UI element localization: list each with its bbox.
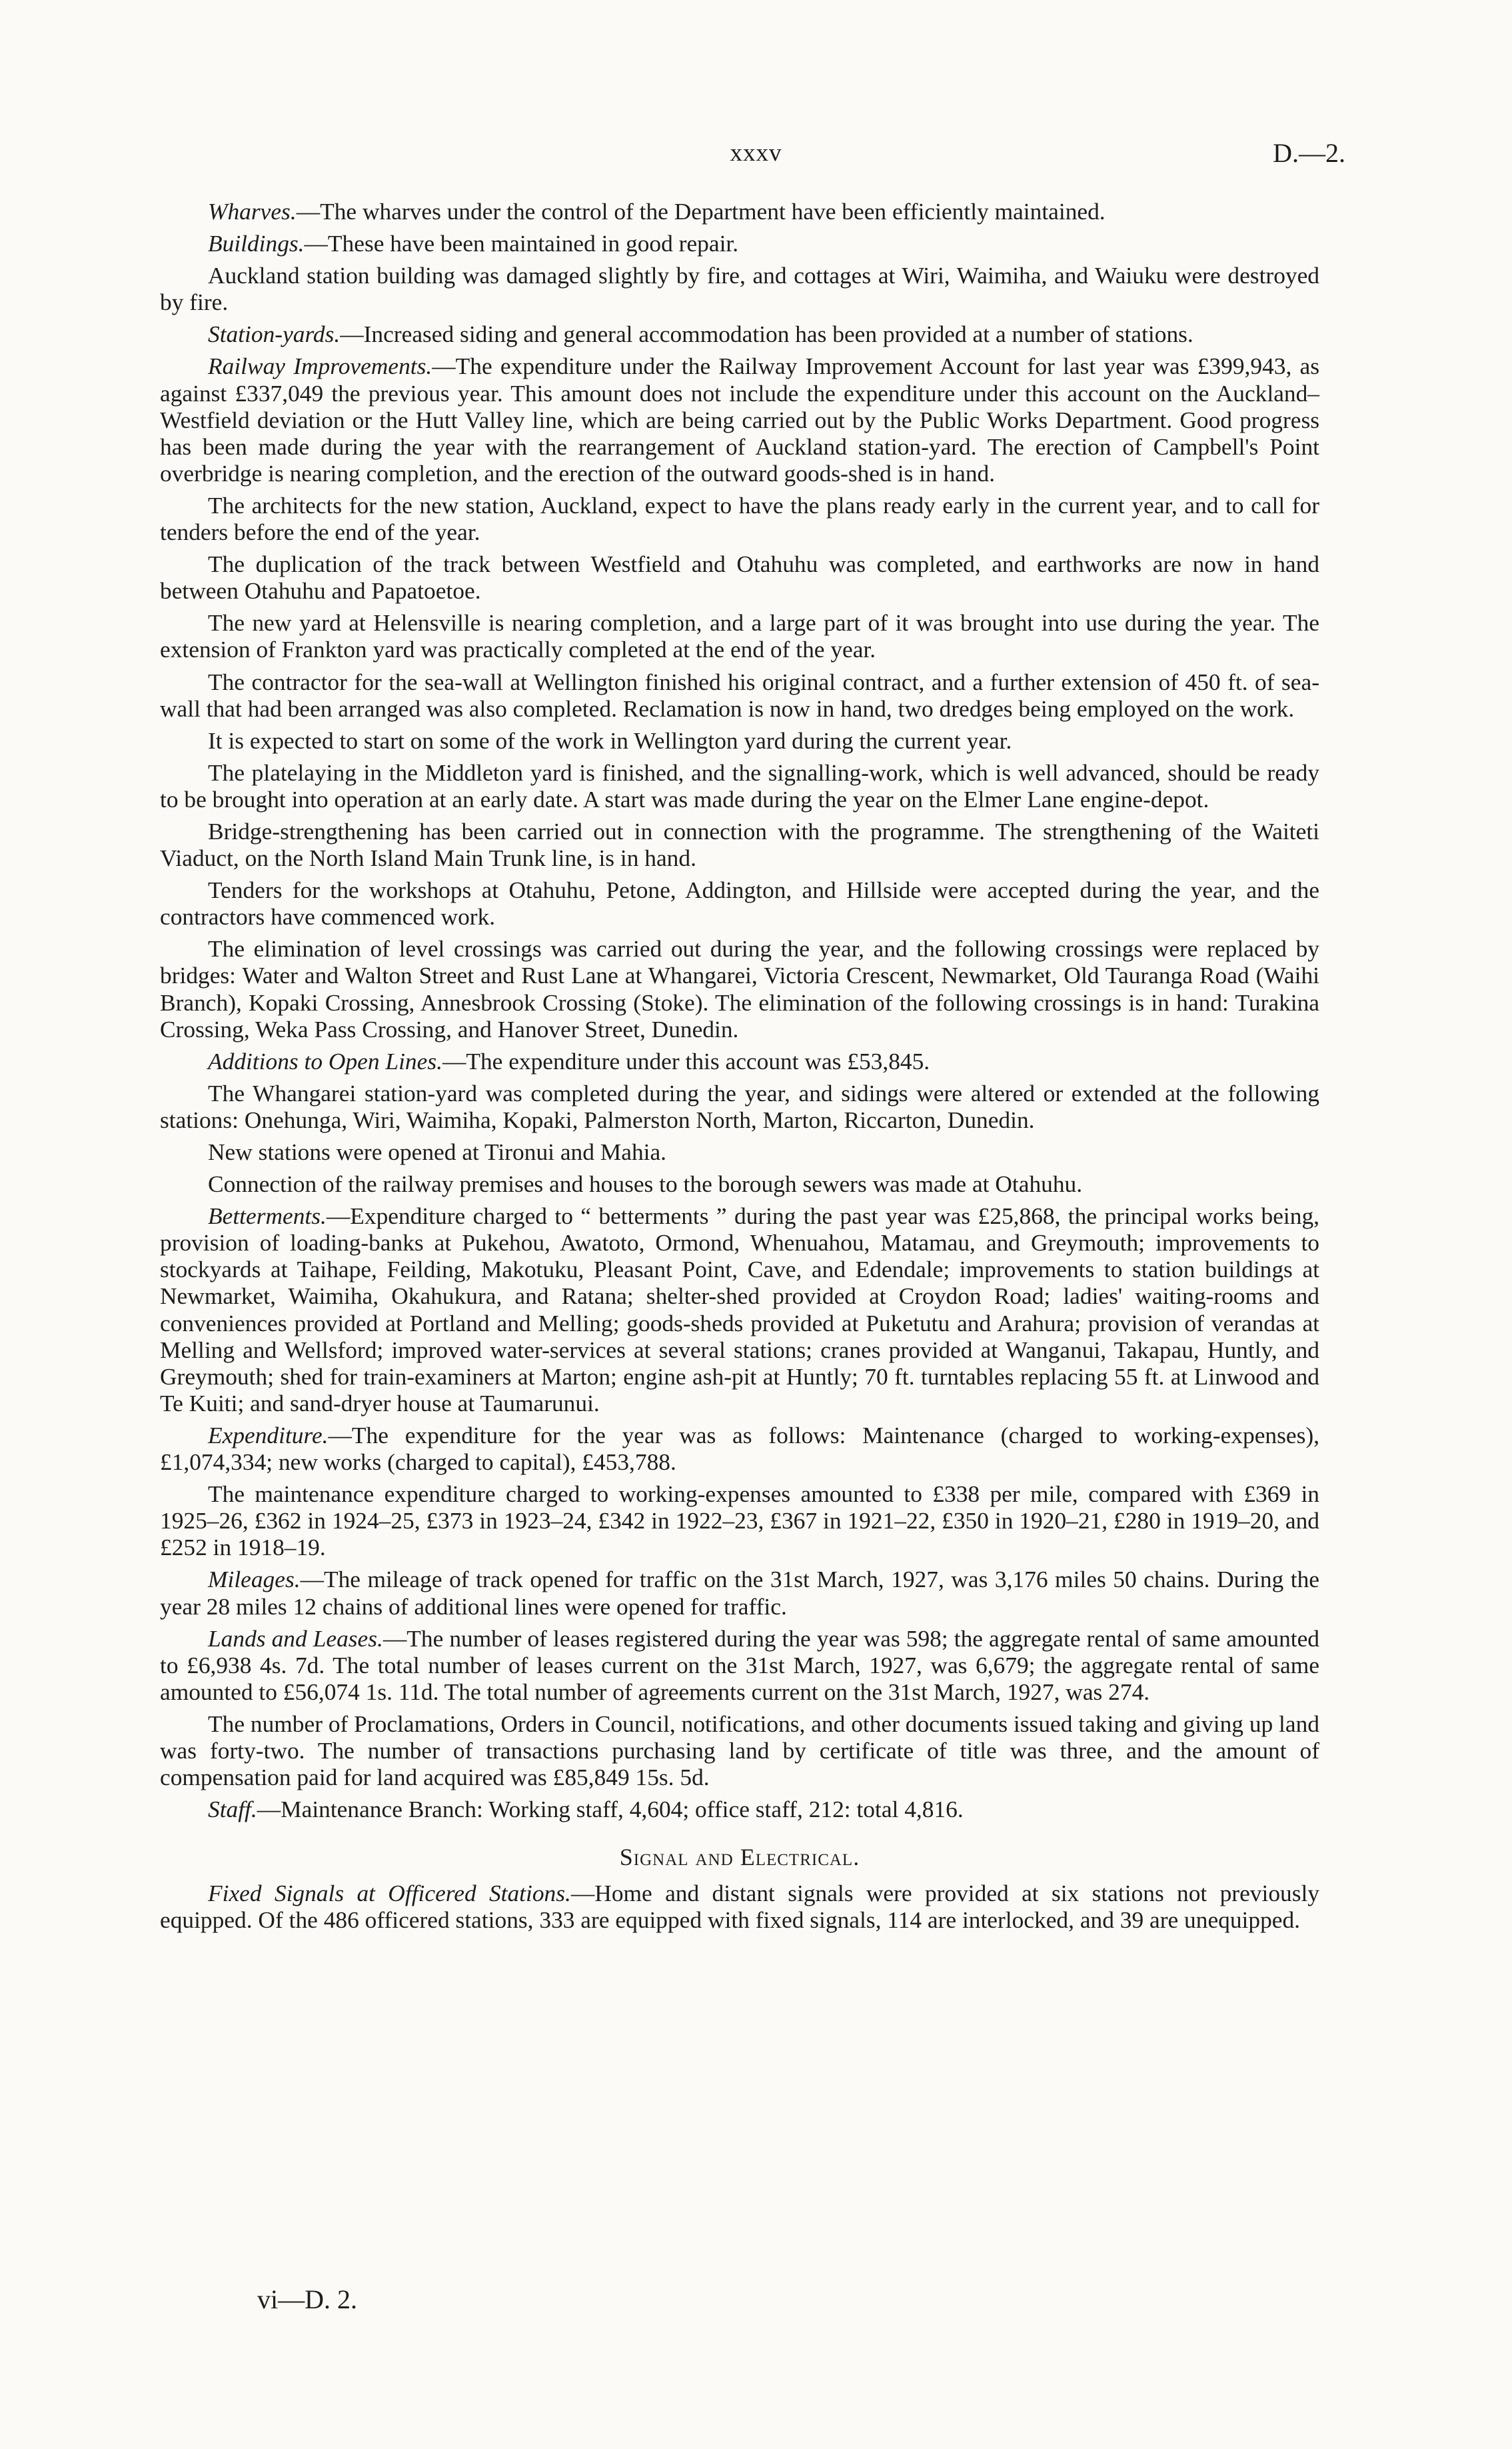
paragraph-heading: Buildings. bbox=[208, 230, 305, 257]
paragraph bbox=[160, 230, 1319, 257]
sheet-signature: vi—D. 2. bbox=[257, 2284, 357, 2314]
paragraph bbox=[160, 1203, 1319, 1416]
paragraph-text: —These have been maintained in good repair. bbox=[304, 230, 739, 257]
paragraph bbox=[160, 669, 1319, 722]
paragraph-heading: Railway Improvements. bbox=[208, 353, 432, 380]
paragraph-heading: Fixed Signals at Officered Stations. bbox=[208, 1880, 571, 1907]
paragraph-heading: Mileages. bbox=[208, 1566, 301, 1593]
paragraph bbox=[160, 353, 1319, 486]
paragraph bbox=[160, 935, 1319, 1042]
paragraph bbox=[160, 1880, 1319, 1933]
page-number: xxxv bbox=[730, 139, 782, 167]
paragraph bbox=[160, 727, 1319, 754]
paragraph-list bbox=[160, 198, 1319, 1822]
paragraph bbox=[160, 321, 1319, 347]
section-paragraph-list bbox=[160, 1880, 1319, 1933]
paragraph bbox=[160, 1422, 1319, 1475]
paragraph bbox=[160, 1625, 1319, 1705]
paragraph-text: —Expenditure charged to “ betterments ” during the past year was £25,868, the principal works being, provision of loading-banks at Pukehou, Awatoto, Ormond, Whenuahou, Matamau, and Greymouth; improvements to stockyards at Taihape, Feilding, Makotuku, Pleasant Point, Cave, and Edendale; improvements to station buildings at Newmarket, Waimiha, Okahukura, and Ratana; shelter-shed provided at Croydon Road; ladies' waiting-rooms and conveniences provided at Portland and Melling; goods-sheds provided at Puketutu and Arahura; provision of verandas at Melling and Wellsford; improved water-services at several stations; cranes provided at Wanganui, Takapau, Huntly, and Greymouth; shed for train-examiners at Marton; engine ash-pit at Huntly; 70 ft. turntables replacing 55 ft. at Linwood and Te Kuiti; and sand-dryer house at Taumarunui. bbox=[160, 1203, 1319, 1416]
paragraph-text: The new yard at Helensville is nearing completion, and a large part of it was brought into use during the year. The extension of Frankton yard was practically completed at the end of the year. bbox=[160, 609, 1319, 663]
paragraph bbox=[160, 551, 1319, 604]
paragraph bbox=[160, 1796, 1319, 1822]
paragraph bbox=[160, 262, 1319, 315]
paragraph-text: —The mileage of track opened for traffic on the 31st March, 1927, was 3,176 miles 50 chains. During the year 28 miles 12 chains of additional lines were opened for traffic. bbox=[160, 1566, 1319, 1620]
paragraph-heading: Station-yards. bbox=[208, 321, 341, 348]
paragraph-text: The contractor for the sea-wall at Wellington finished his original contract, and a further extension of 450 ft. of sea-wall that had been arranged was also completed. Reclamation is now in hand, two dredges being employed on the work. bbox=[160, 668, 1319, 722]
paragraph-text: The Whangarei station-yard was completed during the year, and sidings were altered or extended at the following stations: Onehunga, Wiri, Waimiha, Kopaki, Palmerston North, Marton, Riccarton, Dunedin. bbox=[160, 1079, 1319, 1133]
paragraph-text: The number of Proclamations, Orders in Council, notifications, and other documents issued taking and giving up land was forty-two. The number of transactions purchasing land by certificate of title was three, and the amount of compensation paid for land acquired was £85,849 15s. 5d. bbox=[160, 1710, 1319, 1791]
paragraph-text: —Increased siding and general accommodation has been provided at a number of stations. bbox=[340, 321, 1193, 348]
paragraph-text: The platelaying in the Middleton yard is finished, and the signalling-work, which is well advanced, should be ready to be brought into operation at an early date. A start was made during the year on the Elmer Lane engine-depot. bbox=[160, 759, 1319, 813]
paragraph-heading: Staff. bbox=[208, 1796, 257, 1823]
paragraph bbox=[160, 1171, 1319, 1197]
paragraph-text: —Maintenance Branch: Working staff, 4,604; office staff, 212: total 4,816. bbox=[257, 1796, 964, 1823]
paragraph-text: —The number of leases registered during the year was 598; the aggregate rental of same amounted to £6,938 4s. 7d. The total number of leases current on the 31st March, 1927, was 6,679; the aggregate rental of same amounted to £56,074 1s. 11d. The total number of agreements current on the 31st March, 1927, was 274. bbox=[160, 1624, 1319, 1705]
paragraph-text: The architects for the new station, Auckland, expect to have the plans ready early in the current year, and to call for tenders before the end of the year. bbox=[160, 491, 1319, 546]
paragraph bbox=[160, 198, 1319, 225]
paragraph-text: Bridge-strengthening has been carried out in connection with the programme. The strengthening of the Waiteti Viaduct, on the North Island Main Trunk line, is in hand. bbox=[160, 817, 1319, 872]
paragraph bbox=[160, 877, 1319, 930]
paragraph bbox=[160, 759, 1319, 813]
paragraph-text: —The wharves under the control of the Department have been efficiently maintained. bbox=[296, 198, 1106, 225]
paragraph-text: Tenders for the workshops at Otahuhu, Petone, Addington, and Hillside were accepted during the year, and the contractors have commenced work. bbox=[160, 877, 1319, 931]
paragraph-text: The duplication of the track between Westfield and Otahuhu was completed, and earthworks are now in hand between Otahuhu and Papatoetoe. bbox=[160, 551, 1319, 605]
paragraph-heading: Betterments. bbox=[208, 1203, 327, 1230]
paragraph bbox=[160, 818, 1319, 871]
paragraph bbox=[160, 1080, 1319, 1133]
paragraph bbox=[160, 492, 1319, 545]
paragraph bbox=[160, 1710, 1319, 1790]
paragraph bbox=[160, 1139, 1319, 1165]
body-text bbox=[160, 198, 1319, 1939]
paragraph-text: Auckland station building was damaged slightly by fire, and cottages at Wiri, Waimiha, and Waiuku were destroyed by fire. bbox=[160, 262, 1319, 316]
paragraph-text: It is expected to start on some of the work in Wellington yard during the current year. bbox=[208, 727, 1012, 754]
paragraph-text: —Home and distant signals were provided at six stations not previously equipped. Of the 486 officered stations, 333 are equipped with fixed signals, 114 are interlocked, and 39 are unequipped. bbox=[160, 1880, 1320, 1934]
section-heading: Signal and Electrical. bbox=[619, 1844, 860, 1871]
paragraph-text: New stations were opened at Tironui and Mahia. bbox=[208, 1139, 667, 1165]
paragraph-heading: Expenditure. bbox=[208, 1421, 329, 1448]
paragraph-text: Connection of the railway premises and houses to the borough sewers was made at Otahuhu. bbox=[208, 1171, 1083, 1198]
paragraph-heading: Additions to Open Lines. bbox=[208, 1047, 442, 1075]
paragraph-heading: Lands and Leases. bbox=[208, 1624, 383, 1652]
paragraph-text: The maintenance expenditure charged to working-expenses amounted to £338 per mile, compared with £369 in 1925–26, £362 in 1924–25, £373 in 1923–24, £342 in 1922–23, £367 in 1921–22, £350 in 1920–21, £280 in 1919–20, and £252 in 1918–19. bbox=[160, 1480, 1319, 1561]
paragraph-heading: Wharves. bbox=[208, 198, 297, 225]
paragraph-text: —The expenditure for the year was as follows: Maintenance (charged to working-expenses), £1,074,334; new works (charged to capital), £453,788. bbox=[160, 1421, 1319, 1476]
paragraph bbox=[160, 1566, 1319, 1619]
paragraph bbox=[160, 609, 1319, 663]
paragraph-text: The elimination of level crossings was carried out during the year, and the following crossings were replaced by bridges: Water and Walton Street and Rust Lane at Whangarei, Victoria Crescent, Newmarket, Old Tauranga Road (Waihi Branch), Kopaki Crossing, Annesbrook Crossing (Stoke). The elimination of the following crossings is in hand: Turakina Crossing, Weka Pass Crossing, and Hanover Street, Dunedin. bbox=[160, 935, 1319, 1043]
paragraph bbox=[160, 1048, 1319, 1075]
paragraph-text: —The expenditure under this account was £53,845. bbox=[442, 1047, 930, 1075]
document-reference: D.—2. bbox=[1273, 138, 1345, 168]
paragraph bbox=[160, 1480, 1319, 1560]
paragraph-text: —The expenditure under the Railway Improvement Account for last year was £399,943, as against £337,049 the previous year. This amount does not include the expenditure under this account on the Auckland–Westfield deviation or the Hutt Valley line, which are being carried out by the Public Works Department. Good progress has been made during the year with the rearrangement of Auckland station-yard. The erection of Campbell's Point overbridge is nearing completion, and the erection of the outward goods-shed is in hand. bbox=[160, 353, 1319, 487]
